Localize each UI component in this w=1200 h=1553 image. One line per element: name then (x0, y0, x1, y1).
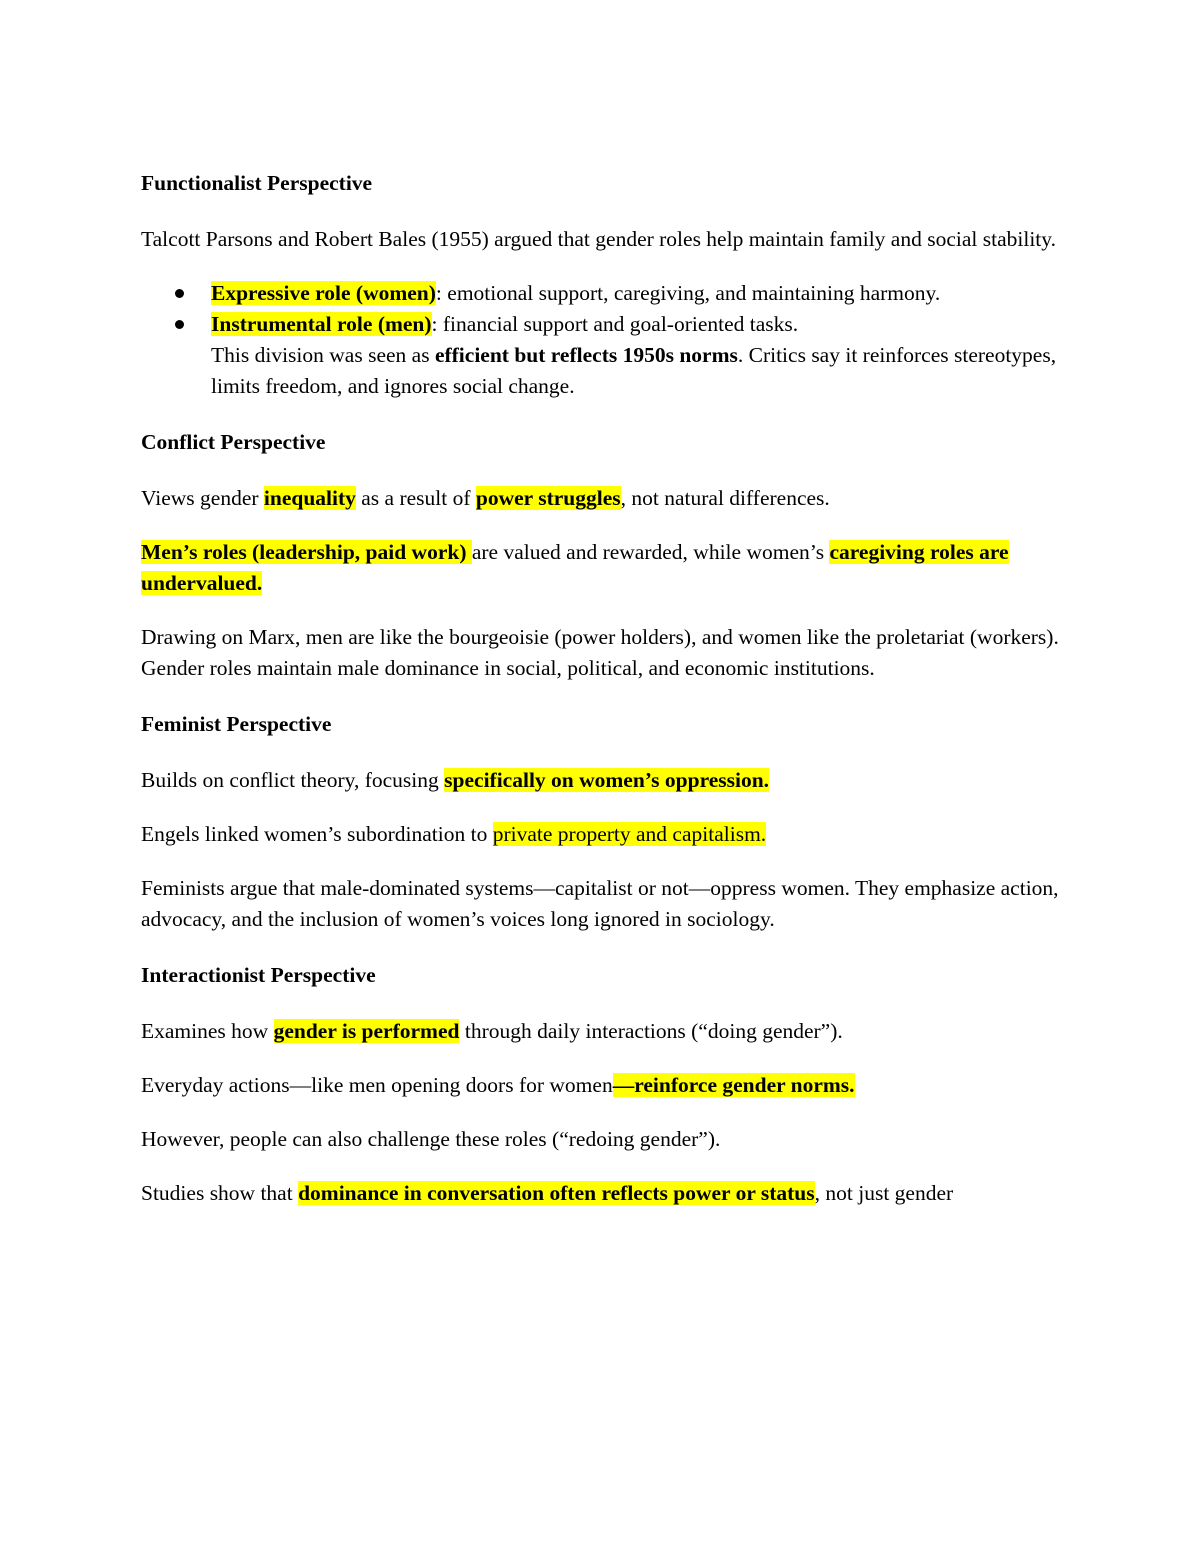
feminist-p1 (141, 765, 1071, 796)
section-functionalist (141, 168, 1071, 402)
bullet-icon (175, 289, 184, 298)
section-interactionist (141, 960, 1071, 1209)
list-item (211, 309, 1071, 402)
highlight-womens-oppression: specifically on women’s oppression. (444, 768, 770, 792)
expressive-role-term: Expressive role (women) (211, 281, 436, 305)
highlight-power-struggles: power struggles (475, 486, 621, 510)
highlight-private-property: private property and capitalism. (492, 822, 767, 846)
heading-conflict: Conflict Perspective (141, 430, 326, 454)
text-run: through daily interactions (“doing gender”). (459, 1019, 843, 1043)
functionalist-roles-list (141, 278, 1071, 402)
interactionist-p1 (141, 1016, 1071, 1047)
interactionist-p3: However, people can also challenge these roles (“redoing gender”). (141, 1127, 721, 1151)
text-run: as a result of (355, 486, 476, 510)
text-run: Builds on conflict theory, focusing (141, 768, 445, 792)
expressive-role-desc: : emotional support, caregiving, and maintaining harmony. (435, 281, 941, 305)
critique-bold: efficient but reflects 1950s norms (434, 343, 738, 367)
functionalist-intro: Talcott Parsons and Robert Bales (1955) argued that gender roles help maintain family and social stability. (141, 227, 1056, 251)
conflict-p1 (141, 483, 1071, 514)
highlight-dominance-conversation: dominance in conversation often reflects power or status (298, 1181, 815, 1205)
highlight-mens-roles: Men’s roles (leadership, paid work) (141, 540, 472, 564)
text-run: , not natural differences. (620, 486, 830, 510)
section-conflict (141, 427, 1071, 684)
heading-functionalist: Functionalist Perspective (141, 171, 373, 195)
interactionist-p2 (141, 1070, 1071, 1101)
highlight-reinforce-norms: —reinforce gender norms. (612, 1073, 855, 1097)
feminist-p2 (141, 819, 1071, 850)
conflict-p2 (141, 537, 1071, 599)
instrumental-role-term: Instrumental role (men) (211, 312, 432, 336)
text-run: Everyday actions—like men opening doors for women (141, 1073, 613, 1097)
text-run: Engels linked women’s subordination to (141, 822, 493, 846)
text-run: Examines how (141, 1019, 274, 1043)
text-run: Studies show that (141, 1181, 299, 1205)
heading-interactionist: Interactionist Perspective (141, 963, 376, 987)
section-feminist (141, 709, 1071, 935)
highlight-gender-performed: gender is performed (273, 1019, 460, 1043)
feminist-p3: Feminists argue that male-dominated systems—capitalist or not—oppress women. They emphasize action, advocacy, and the inclusion of women’s voices long ignored in sociology. (141, 876, 1059, 931)
interactionist-p4 (141, 1178, 1071, 1209)
text-run: Views gender (141, 486, 264, 510)
text-run: are valued and rewarded, while women’s (471, 540, 830, 564)
bullet-icon (175, 320, 184, 329)
heading-feminist: Feminist Perspective (141, 712, 332, 736)
functionalist-critique (211, 340, 1071, 402)
critique-post: . Critics say it reinforces stereotypes, limits freedom, and ignores social change. (211, 343, 1057, 398)
list-item (211, 278, 1071, 309)
instrumental-role-desc: : financial support and goal-oriented tasks. (431, 312, 799, 336)
highlight-inequality: inequality (263, 486, 356, 510)
conflict-p3: Drawing on Marx, men are like the bourgeoisie (power holders), and women like the proletariat (workers). Gender roles maintain male dominance in social, political, and economic institutions. (141, 625, 1059, 680)
critique-pre: This division was seen as (211, 343, 435, 367)
text-run: , not just gender (814, 1181, 954, 1205)
highlight-caregiving-roles: caregiving roles are undervalued. (141, 540, 1009, 595)
document-body (141, 168, 1071, 1234)
